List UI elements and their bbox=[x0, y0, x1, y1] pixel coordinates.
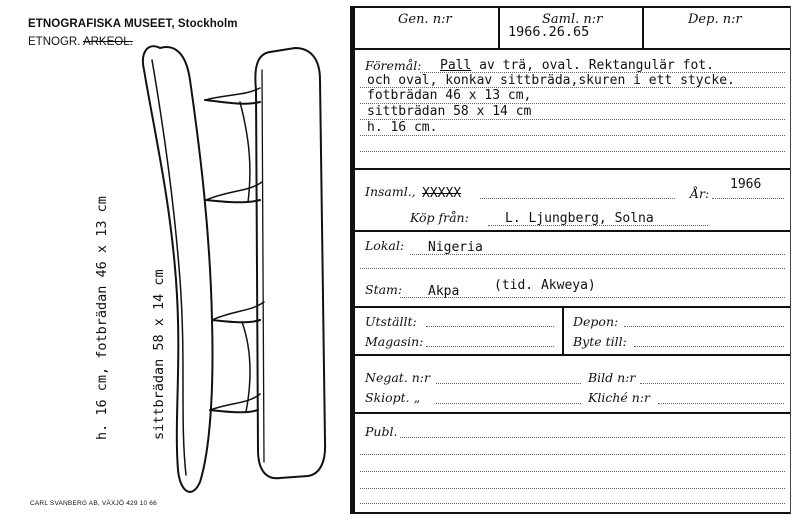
kliche-nr-rule bbox=[658, 403, 784, 404]
department-struck: ARKEOL. bbox=[82, 36, 133, 48]
negat-nr-label: Negat. n:r bbox=[365, 370, 430, 385]
department-line bbox=[28, 36, 133, 48]
lokal-rule-2 bbox=[360, 268, 785, 269]
year-value: 1966 bbox=[730, 177, 762, 192]
saml-nr-value: 1966.26.65 bbox=[508, 24, 590, 40]
dep-nr-label: Dep. n:r bbox=[688, 12, 742, 27]
insaml-label: Insaml., bbox=[365, 184, 416, 199]
foremal-rule-3 bbox=[360, 103, 785, 104]
stam-rule bbox=[400, 297, 785, 298]
stam-value: Akpa bbox=[428, 284, 460, 299]
department-prefix: ETNOGR. bbox=[28, 36, 81, 48]
bild-nr-label: Bild n:r bbox=[588, 370, 636, 385]
insaml-struck-value: XXXXX bbox=[422, 186, 462, 201]
form-right-border bbox=[790, 6, 791, 514]
publ-label: Publ. bbox=[365, 424, 398, 439]
foremal-line-2: och oval, konkav sittbräda,skuren i ett stycke. bbox=[367, 73, 735, 88]
utstallt-label: Utställt: bbox=[365, 314, 417, 329]
publ-rule-5 bbox=[360, 503, 785, 504]
publ-rule-3 bbox=[360, 471, 785, 472]
foremal-line-5: h. 16 cm. bbox=[367, 120, 438, 135]
museum-city: Stockholm bbox=[177, 18, 238, 30]
negat-nr-rule bbox=[436, 383, 581, 384]
form-top-line bbox=[355, 6, 790, 8]
header-bottom-line bbox=[355, 48, 790, 50]
skiopt-label: Skiopt. „ bbox=[365, 390, 421, 405]
kliche-nr-label: Kliché n:r bbox=[588, 390, 650, 405]
utstallt-rule bbox=[426, 326, 554, 327]
year-label: År: bbox=[690, 186, 710, 201]
kop-fran-label: Köp från: bbox=[410, 210, 469, 225]
foremal-object-word: Pall bbox=[440, 58, 472, 73]
insaml-bottom-line bbox=[355, 230, 790, 232]
vertical-dimension-note bbox=[55, 196, 207, 440]
skiopt-rule bbox=[436, 403, 581, 404]
insaml-rule bbox=[480, 198, 675, 199]
bild-nr-rule bbox=[640, 383, 784, 384]
numbers-bottom-line bbox=[355, 412, 790, 414]
foremal-rule-1 bbox=[420, 72, 785, 73]
foremal-bottom-line bbox=[355, 168, 790, 170]
storage-divider bbox=[562, 306, 564, 354]
stam-note: (tid. Akweya) bbox=[494, 278, 596, 293]
vertical-note-line-2: sittbrädan 58 x 14 cm bbox=[151, 269, 167, 440]
lokal-rule-1 bbox=[410, 254, 785, 255]
header-divider-1 bbox=[498, 6, 500, 50]
publ-rule-1 bbox=[400, 437, 785, 438]
magasin-rule bbox=[426, 346, 554, 347]
museum-title bbox=[28, 18, 238, 30]
foremal-label: Föremål: bbox=[365, 58, 422, 73]
foremal-rule-2 bbox=[360, 87, 785, 88]
foremal-rule-6 bbox=[360, 151, 785, 152]
storage-bottom-line bbox=[355, 354, 790, 356]
byte-till-rule bbox=[634, 346, 784, 347]
lokal-label: Lokal: bbox=[365, 238, 405, 253]
foremal-line-3: fotbrädan 46 x 13 cm, bbox=[367, 88, 532, 103]
foremal-line-1 bbox=[440, 58, 714, 73]
header-divider-2 bbox=[642, 6, 644, 50]
publ-rule-4 bbox=[360, 488, 785, 489]
kop-fran-value: L. Ljungberg, Solna bbox=[505, 211, 654, 226]
foremal-rule-5 bbox=[360, 135, 785, 136]
stam-label: Stam: bbox=[365, 282, 403, 297]
museum-name: ETNOGRAFISKA MUSEET, bbox=[28, 18, 175, 30]
magasin-label: Magasin: bbox=[365, 334, 424, 349]
lokal-value: Nigeria bbox=[428, 240, 483, 255]
saml-nr-label: Saml. n:r bbox=[542, 12, 603, 27]
foremal-rule-4 bbox=[360, 119, 785, 120]
form-bottom-line bbox=[355, 512, 790, 514]
depon-rule bbox=[624, 326, 784, 327]
year-rule bbox=[712, 198, 784, 199]
foremal-line-4: sittbrädan 58 x 14 cm bbox=[367, 104, 532, 119]
depon-label: Depon: bbox=[573, 314, 619, 329]
publ-rule-2 bbox=[360, 454, 785, 455]
byte-till-label: Byte till: bbox=[573, 334, 627, 349]
vertical-note-line-1: h. 16 cm, fotbrädan 46 x 13 cm bbox=[94, 196, 110, 440]
stam-bottom-line bbox=[355, 306, 790, 308]
printer-imprint: CARL SVANBERG AB, VÄXJÖ 429 10 66 bbox=[30, 500, 157, 507]
foremal-line-1-rest: av trä, oval. Rektangulär fot. bbox=[471, 58, 714, 73]
gen-nr-label: Gen. n:r bbox=[398, 12, 452, 27]
kop-fran-rule bbox=[488, 225, 708, 226]
form-spine bbox=[350, 6, 355, 514]
